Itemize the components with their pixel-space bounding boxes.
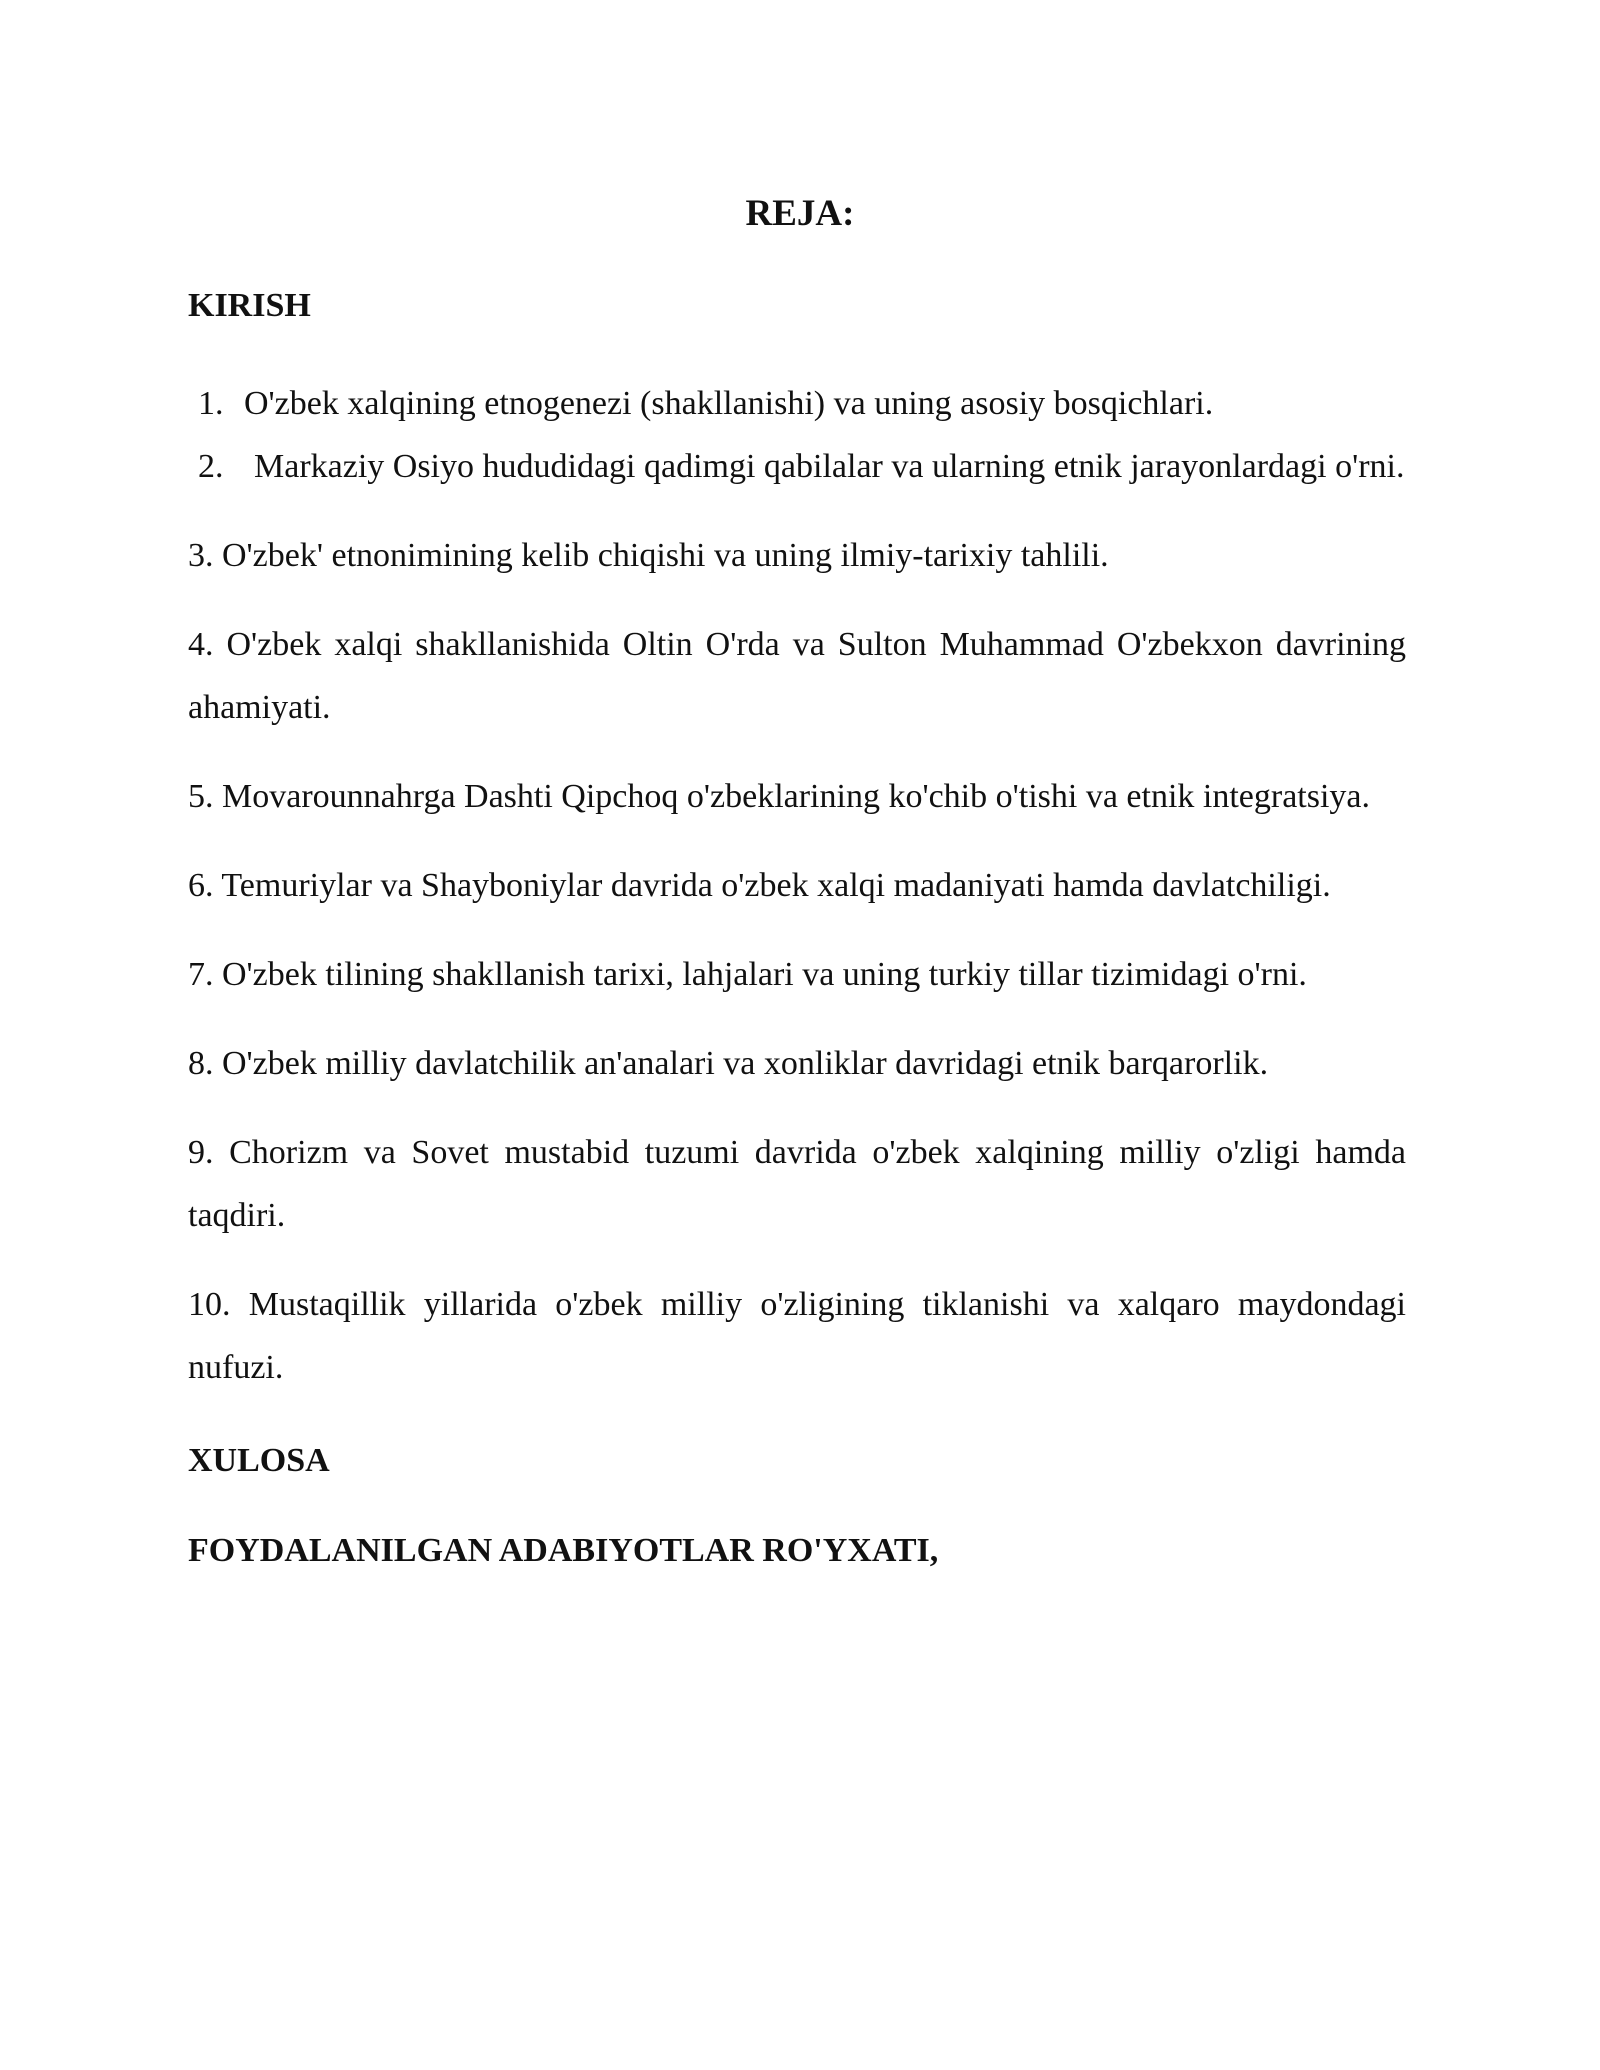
conclusion-heading: XULOSA <box>188 1442 330 1479</box>
list-item-number: 1. <box>198 385 224 422</box>
plan-item-3: 3. O'zbek' etnonimining kelib chiqishi va uning ilmiy-tarixiy tahlili. <box>188 537 1109 574</box>
list-item <box>188 372 1406 435</box>
plan-item-8: 8. O'zbek milliy davlatchilik an'analari va xonliklar davridagi etnik barqarorlik. <box>188 1045 1269 1082</box>
list-item-number: 2. <box>198 448 224 485</box>
intro-heading: KIRISH <box>188 287 311 324</box>
plan-item-4: 4. O'zbek xalqi shakllanishida Oltin O'rda va Sulton Muhammad O'zbekxon davrining ahamiyati. <box>188 626 1406 726</box>
plan-item-7: 7. O'zbek tilining shakllanish tarixi, lahjalari va uning turkiy tillar tizimidagi o'rni. <box>188 956 1307 993</box>
list-item-text: O'zbek xalqining etnogenezi (shakllanishi) va uning asosiy bosqichlari. <box>244 385 1214 422</box>
list-item <box>188 435 1406 498</box>
plan-item-6: 6. Temuriylar va Shayboniylar davrida o'zbek xalqi madaniyati hamda davlatchiligi. <box>188 867 1331 904</box>
page-title: REJA: <box>745 193 855 234</box>
references-heading: FOYDALANILGAN ADABIYOTLAR RO'YXATI, <box>188 1532 939 1569</box>
plan-item-9: 9. Chorizm va Sovet mustabid tuzumi davrida o'zbek xalqining milliy o'zligi hamda taqdiri. <box>188 1134 1406 1234</box>
numbered-list <box>188 372 1406 498</box>
document-content <box>188 286 1406 1571</box>
list-item-text: Markaziy Osiyo hududidagi qadimgi qabilalar va ularning etnik jarayonlardagi o'rni. <box>254 448 1405 485</box>
plan-item-5: 5. Movarounnahrga Dashti Qipchoq o'zbeklarining ko'chib o'tishi va etnik integratsiya. <box>188 778 1370 815</box>
plan-item-10: 10. Mustaqillik yillarida o'zbek milliy o'zligining tiklanishi va xalqaro maydondagi nufuzi. <box>188 1286 1406 1386</box>
